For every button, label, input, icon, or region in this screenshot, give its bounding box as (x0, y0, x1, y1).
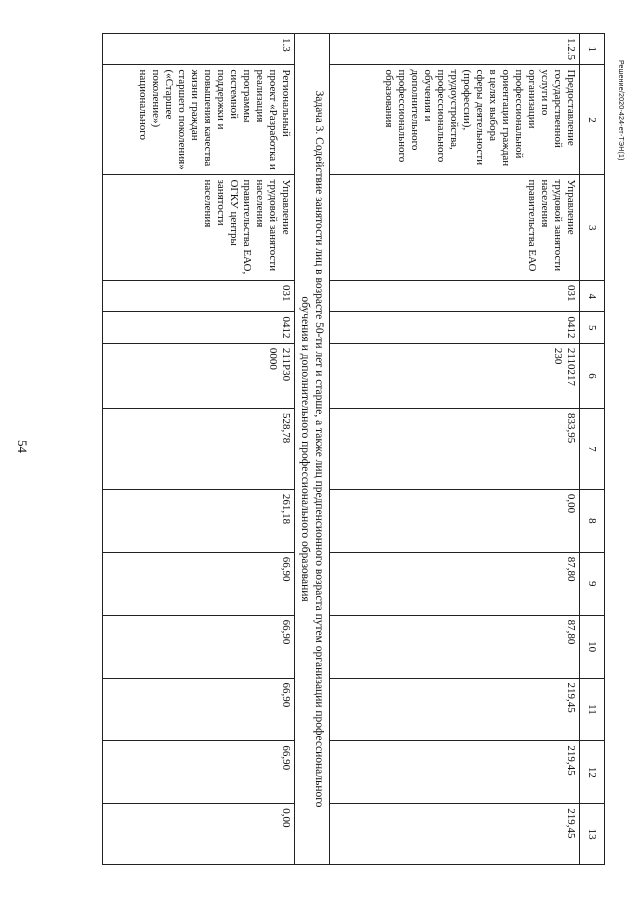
row-csr: 2110217 230 (330, 343, 580, 408)
row-total: 528,78 (103, 409, 295, 490)
row-executor: Управление трудовой занятости населения правительства ЕАО, ОГКУ центры занятости населения (103, 175, 295, 281)
row-grbs: 031 (330, 281, 580, 312)
document-id: Решение/2020-424-ет-ТЭН(1) (617, 60, 624, 161)
row-2018: 66,90 (103, 741, 295, 804)
header-col-12: 12 (580, 741, 605, 804)
row-2014: 0,00 (330, 489, 580, 552)
task-row (295, 34, 330, 865)
header-col-10: 10 (580, 615, 605, 678)
table-row (330, 34, 580, 865)
header-col-11: 11 (580, 678, 605, 741)
row-2017: 66,90 (103, 678, 295, 741)
row-rzpr: 0412 (103, 312, 295, 343)
row-2016: 87,80 (330, 615, 580, 678)
row-executor: Управление трудовой занятости населения правительства ЕАО (330, 175, 580, 281)
table-row (103, 34, 295, 865)
header-col-5: 5 (580, 312, 605, 343)
row-total: 833,95 (330, 409, 580, 490)
row-rzpr: 0412 (330, 312, 580, 343)
row-grbs: 031 (103, 281, 295, 312)
page-number: 54 (15, 440, 30, 453)
header-col-2: 2 (580, 65, 605, 175)
budget-table (102, 33, 605, 865)
header-col-7: 7 (580, 409, 605, 490)
rotated-table-container (95, 33, 605, 865)
header-row (580, 34, 605, 865)
row-2015: 66,90 (103, 552, 295, 615)
row-2015: 87,80 (330, 552, 580, 615)
row-code: 1.2.5 (330, 34, 580, 65)
row-2019: 0,00 (103, 804, 295, 865)
row-2014: 261,18 (103, 489, 295, 552)
row-name: Региональный проект «Разработка и реализация программы системной поддержки и повышения качества жизни граждан старшего поколения» («Старшее поколение») национального (103, 65, 295, 175)
header-col-6: 6 (580, 343, 605, 408)
row-2019: 219,45 (330, 804, 580, 865)
row-csr: 211Р30 0000 (103, 343, 295, 408)
row-2016: 66,90 (103, 615, 295, 678)
row-name: Предоставление государственной услуги по организации профессиональной ориентации граждан в целях выбора сферы деятельности (профессии), трудоустройства, профессионального обучения и дополнительного профессионального образования (330, 65, 580, 175)
header-col-4: 4 (580, 281, 605, 312)
header-col-13: 13 (580, 804, 605, 865)
row-code: 1.3 (103, 34, 295, 65)
header-col-8: 8 (580, 489, 605, 552)
row-2017: 219,45 (330, 678, 580, 741)
header-col-3: 3 (580, 175, 605, 281)
header-col-9: 9 (580, 552, 605, 615)
row-2018: 219,45 (330, 741, 580, 804)
header-col-1: 1 (580, 34, 605, 65)
task-heading: Задача 3. Содействие занятости лиц в возрасте 50-ти лет и старше, а также лиц предпенсионного возраста путем организации профессионального обучения и дополнительного профессионального образования (295, 34, 330, 865)
